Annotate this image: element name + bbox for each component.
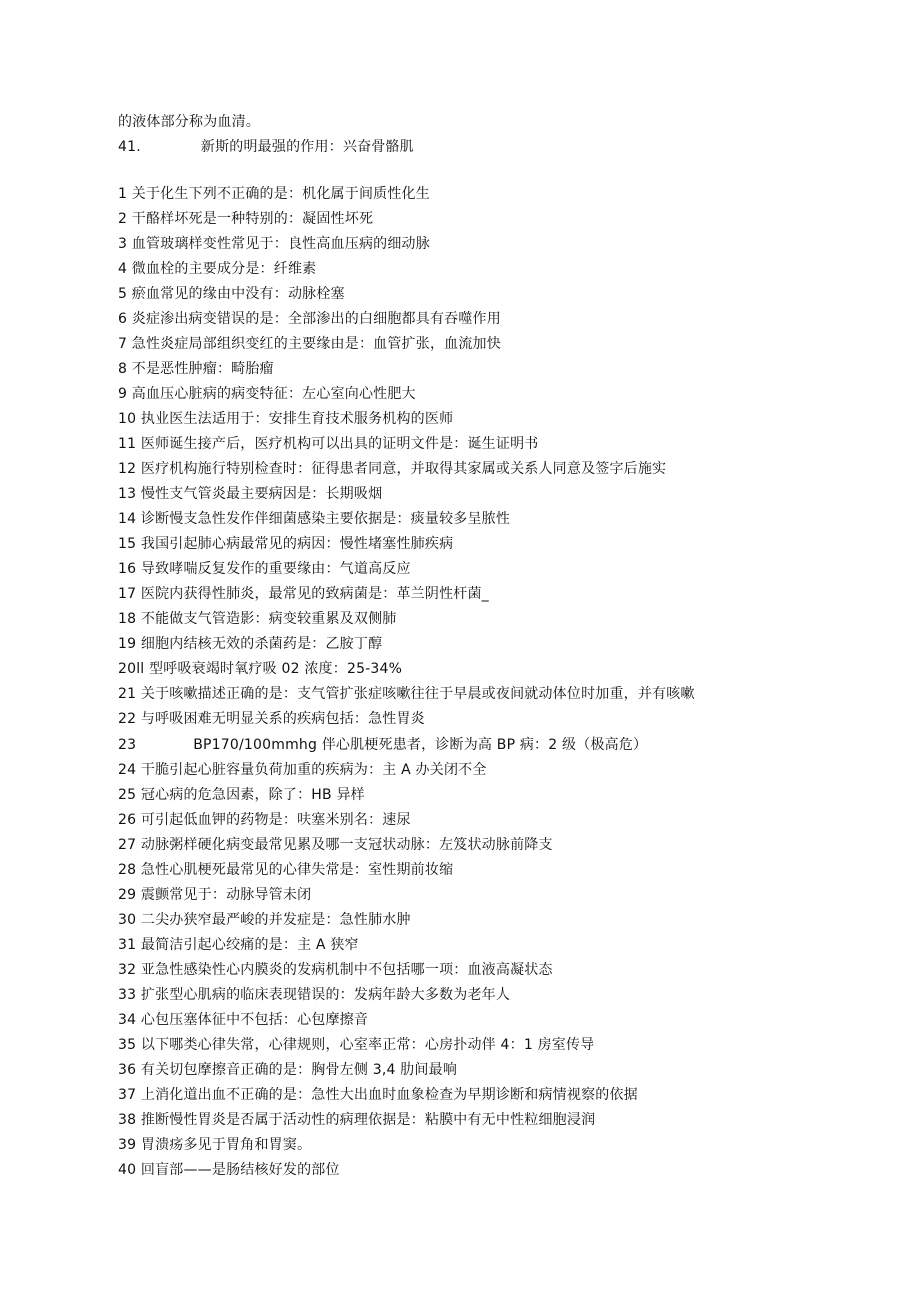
list-item-41 [118,138,414,156]
list-item: 29 震颤常见于：动脉导管未闭 [118,887,312,903]
list-item: 17 医院内获得性肺炎，最常见的致病菌是：革兰阴性杆菌_ [118,586,489,602]
list-item: 12 医疗机构施行特别检查时：征得患者同意，并取得其家属或关系人同意及签字后施实 [118,461,667,477]
list-item: 32 亚急性感染性心内膜炎的发病机制中不包括哪一项：血液高凝状态 [118,962,553,978]
list-item: 40 回盲部——是肠结核好发的部位 [118,1162,340,1178]
list-item: 10 执业医生法适用于：安排生育技术服务机构的医师 [118,411,454,427]
list-item: 8 不是恶性肿瘤：畸胎瘤 [118,361,274,377]
intro-line: 的液体部分称为血清。 [118,114,260,130]
list-item: 24 干脆引起心脏容量负荷加重的疾病为：主 A 办关闭不全 [118,762,487,778]
list-item: 15 我国引起肺心病最常见的病因：慢性堵塞性肺疾病 [118,536,454,552]
list-item: 36 有关切包摩擦音正确的是：胸骨左侧 3,4 肋间最响 [118,1062,458,1078]
list-item: 18 不能做支气管造影：病变较重累及双侧肺 [118,611,397,627]
list-item: 26 可引起低血钾的药物是：呋塞米别名：速尿 [118,812,411,828]
list-item: 16 导致哮喘反复发作的重要缘由：气道高反应 [118,561,411,577]
list-item: 34 心包压塞体征中不包括：心包摩擦音 [118,1012,369,1028]
list-item: 14 诊断慢支急性发作伴细菌感染主要依据是：痰量较多呈脓性 [118,511,511,527]
list-item: 9 高血压心脏病的病变特征：左心室向心性肥大 [118,386,416,402]
list-item: 30 二尖办狭窄最严峻的并发症是：急性肺水肿 [118,912,411,928]
list-item: 27 动脉粥样硬化病变最常见累及哪一支冠状动脉：左笈状动脉前降支 [118,837,553,853]
list-item: 7 急性炎症局部组织变红的主要缘由是：血管扩张，血流加快 [118,336,501,352]
list-item: 37 上消化道出血不正确的是：急性大出血时血象检查为早期诊断和病情视察的依据 [118,1087,638,1103]
list-item: 4 微血栓的主要成分是：纤维素 [118,261,317,277]
list-item: 5 瘀血常见的缘由中没有：动脉栓塞 [118,286,345,302]
list-item: 39 胃溃疡多见于胃角和胃窦。 [118,1137,312,1153]
list-item: 6 炎症渗出病变错误的是：全部渗出的白细胞都具有吞噬作用 [118,311,501,327]
list-item: 13 慢性支气管炎最主要病因是：长期吸烟 [118,486,383,502]
list-item: 28 急性心肌梗死最常见的心律失常是：室性期前妆缩 [118,862,454,878]
list-item-23 [118,736,647,754]
list-item: 3 血管玻璃样变性常见于：良性高血压病的细动脉 [118,236,430,252]
item-number: 41. [118,139,141,155]
item-text: BP170/100mmhg 伴心肌梗死患者，诊断为高 BP 病：2 级（极高危） [193,737,648,753]
list-item: 35 以下哪类心律失常，心律规则，心室率正常：心房扑动伴 4：1 房室传导 [118,1037,595,1053]
list-item: 19 细胞内结核无效的杀菌药是：乙胺丁醇 [118,636,383,652]
list-item: 33 扩张型心肌病的临床表现错误的：发病年龄大多数为老年人 [118,987,511,1003]
item-text: 新斯的明最强的作用：兴奋骨骼肌 [200,139,414,155]
list-item: 22 与呼吸困难无明显关系的疾病包括：急性胃炎 [118,711,425,727]
list-item: 21 关于咳嗽描述正确的是：支气管扩张症咳嗽往往于早晨或夜间就动体位时加重，并有咳嗽 [118,686,695,702]
list-item: 20ll 型呼吸衰竭时氧疗吸 02 浓度：25-34% [118,661,403,677]
item-number: 23 [118,737,137,753]
list-item: 31 最简洁引起心绞痛的是：主 A 狭窄 [118,937,359,953]
list-item: 2 干酪样坏死是一种特别的：凝固性坏死 [118,211,374,227]
list-item: 11 医师诞生接产后，医疗机构可以出具的证明文件是：诞生证明书 [118,436,539,452]
list-item: 38 推断慢性胃炎是否属于活动性的病理依据是：粘膜中有无中性粒细胞浸润 [118,1112,596,1128]
list-item: 25 冠心病的危急因素，除了：HB 异样 [118,787,365,803]
list-item: 1 关于化生下列不正确的是：机化属于间质性化生 [118,186,430,202]
